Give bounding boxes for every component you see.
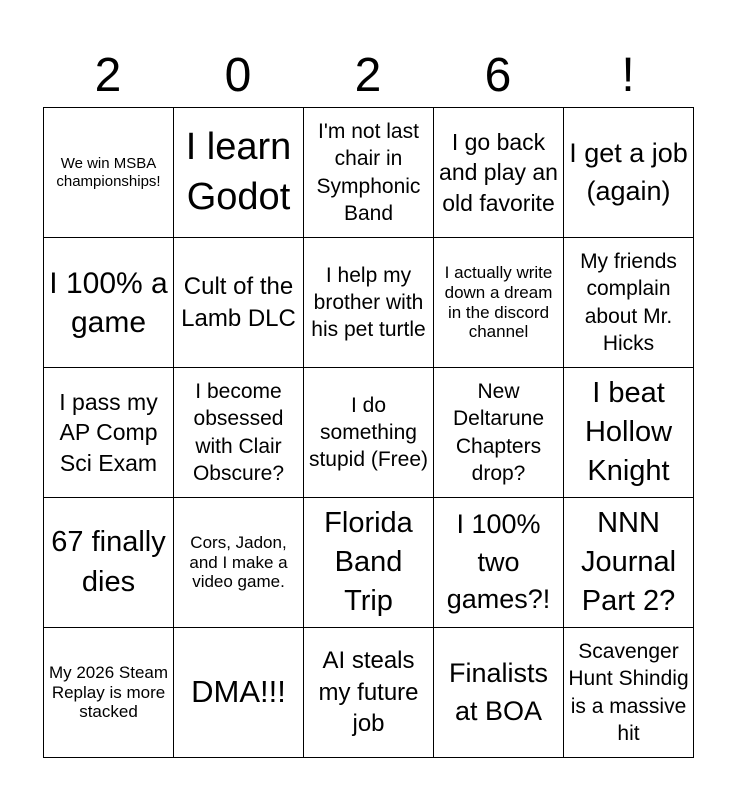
cell-text: I actually write down a dream in the discord channel — [444, 262, 553, 342]
bingo-cell[interactable] — [174, 108, 304, 238]
bingo-cell[interactable] — [564, 368, 694, 498]
cell-text: I 100% a game — [49, 266, 168, 339]
cell-text: I learn Godot — [185, 126, 292, 218]
header-letter-1: 2 — [94, 49, 122, 102]
cell-text: I 100% two games?! — [446, 508, 551, 615]
header-letter-5: ! — [621, 49, 635, 102]
cell-text: My 2026 Steam Replay is more stacked — [48, 662, 169, 722]
bingo-cell[interactable] — [434, 108, 564, 238]
bingo-cell[interactable] — [304, 628, 434, 758]
bingo-cell[interactable] — [434, 628, 564, 758]
cell-text: I pass my AP Comp Sci Exam — [59, 388, 158, 476]
bingo-cell[interactable] — [44, 628, 174, 758]
bingo-cell[interactable] — [434, 238, 564, 368]
board-row — [44, 368, 694, 498]
board-row — [44, 628, 694, 758]
bingo-cell[interactable] — [304, 498, 434, 628]
bingo-cell[interactable] — [434, 368, 564, 498]
bingo-cell[interactable] — [44, 368, 174, 498]
bingo-cell[interactable] — [44, 238, 174, 368]
cell-text: My friends complain about Mr. Hicks — [580, 249, 677, 355]
cell-text: New Deltarune Chapters drop? — [452, 379, 545, 485]
bingo-cell[interactable] — [304, 238, 434, 368]
cell-text: Scavenger Hunt Shindig is a massive hit — [568, 639, 689, 745]
cell-text: I go back and play an old favorite — [439, 128, 558, 216]
cell-text: I become obsessed with Clair Obscure? — [192, 379, 285, 485]
cell-text: Cors, Jadon, and I make a video game. — [189, 532, 288, 592]
bingo-cell[interactable] — [174, 238, 304, 368]
bingo-cell[interactable] — [44, 498, 174, 628]
bingo-board — [43, 107, 694, 758]
bingo-cell[interactable] — [304, 368, 434, 498]
bingo-cell[interactable] — [44, 108, 174, 238]
bingo-cell[interactable] — [174, 368, 304, 498]
cell-text: AI steals my future job — [318, 646, 419, 738]
cell-text: Cult of the Lamb DLC — [181, 272, 296, 332]
bingo-cell[interactable] — [174, 498, 304, 628]
cell-text: I'm not last chair in Symphonic Band — [316, 119, 421, 225]
cell-text: I get a job (again) — [569, 137, 688, 206]
board-row — [44, 498, 694, 628]
header-letter-4: 6 — [484, 49, 512, 102]
cell-text: Florida Band Trip — [324, 506, 413, 618]
cell-text: I do something stupid (Free) — [308, 393, 429, 472]
bingo-cell[interactable] — [434, 498, 564, 628]
cell-text: NNN Journal Part 2? — [580, 506, 677, 618]
cell-text: DMA!!! — [191, 674, 286, 710]
header-letter-2: 0 — [224, 49, 252, 102]
board-row — [44, 238, 694, 368]
cell-text: 67 finally dies — [51, 526, 166, 598]
cell-text: I help my brother with his pet turtle — [311, 263, 426, 342]
board-row — [44, 108, 694, 238]
bingo-cell[interactable] — [564, 108, 694, 238]
cell-text: Finalists at BOA — [448, 657, 549, 726]
bingo-header — [43, 48, 693, 104]
bingo-cell[interactable] — [564, 238, 694, 368]
cell-text: I beat Hollow Knight — [584, 376, 673, 488]
header-letter-3: 2 — [354, 49, 382, 102]
bingo-cell[interactable] — [564, 498, 694, 628]
bingo-cell[interactable] — [304, 108, 434, 238]
cell-text: We win MSBA championships! — [56, 154, 161, 190]
bingo-cell[interactable] — [564, 628, 694, 758]
bingo-cell[interactable] — [174, 628, 304, 758]
